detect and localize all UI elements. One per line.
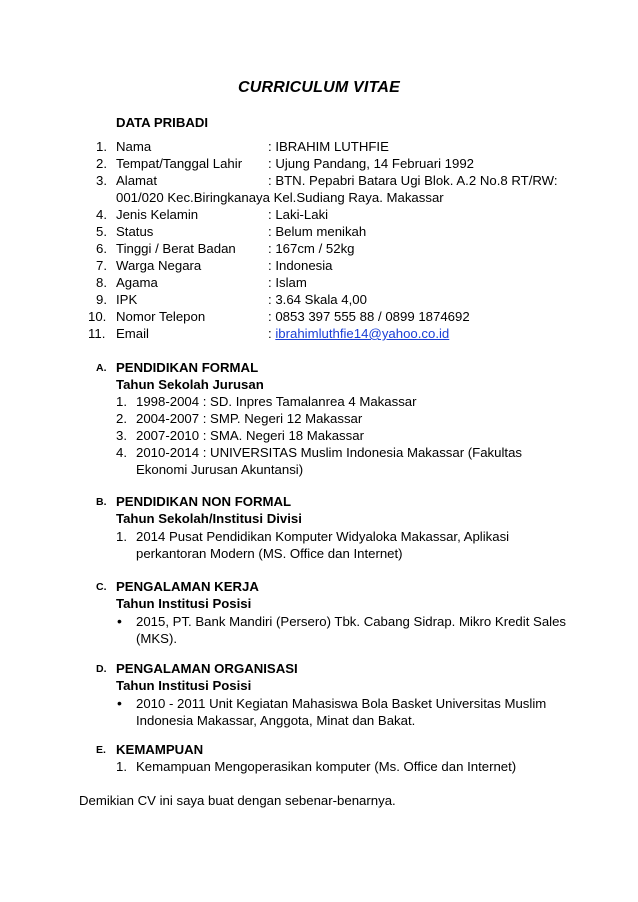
list-item: 2007-2010 : SMA. Negeri 18 Makassar — [136, 428, 364, 443]
field-value-gender: : Laki-Laki — [268, 207, 329, 222]
item-number: 9. — [96, 292, 107, 307]
field-label-address: Alamat — [116, 173, 158, 188]
field-label-status: Status — [116, 224, 154, 239]
field-label-religion: Agama — [116, 275, 158, 290]
section-heading: KEMAMPUAN — [116, 742, 204, 757]
field-value-phone: : 0853 397 555 88 / 0899 1874692 — [268, 309, 470, 324]
item-number: 8. — [96, 275, 107, 290]
list-item-cont: Ekonomi Jurusan Akuntansi) — [136, 462, 304, 477]
field-label-citizenship: Warga Negara — [116, 258, 202, 273]
list-item: 2010-2014 : UNIVERSITAS Muslim Indonesia Makassar (Fakultas — [136, 445, 523, 460]
section-letter: D. — [96, 663, 107, 675]
item-number: 3. — [96, 173, 107, 188]
section-heading: PENDIDIKAN FORMAL — [116, 360, 259, 375]
section-letter: E. — [96, 744, 106, 756]
document-title: CURRICULUM VITAE — [237, 79, 400, 96]
item-number: 4. — [116, 445, 127, 460]
item-number: 2. — [96, 156, 107, 171]
bullet-icon: • — [117, 613, 122, 629]
item-number: 11. — [88, 326, 106, 341]
section-heading: PENGALAMAN KERJA — [116, 579, 259, 594]
field-value-email — [268, 325, 449, 342]
item-number: 2. — [116, 411, 127, 426]
field-label-height-weight: Tinggi / Berat Badan — [116, 241, 236, 256]
list-item: Kemampuan Mengoperasikan komputer (Ms. Office dan Internet) — [136, 759, 517, 774]
item-number: 3. — [116, 428, 127, 443]
list-item-cont: Indonesia Makassar, Anggota, Minat dan Bakat. — [136, 713, 416, 728]
field-value-status: : Belum menikah — [268, 224, 367, 239]
field-value-address-cont: 001/020 Kec.Biringkanaya Kel.Sudiang Raya. Makassar — [116, 190, 444, 205]
bullet-icon: • — [117, 695, 122, 711]
item-number: 7. — [96, 258, 107, 273]
field-value-religion: : Islam — [268, 275, 307, 290]
email-link[interactable]: ibrahimluthfie14@yahoo.co.id — [275, 326, 450, 341]
item-number: 10. — [88, 309, 107, 324]
section-heading: PENDIDIKAN NON FORMAL — [116, 494, 292, 509]
list-item-cont: (MKS). — [136, 631, 178, 646]
item-number: 5. — [96, 224, 107, 239]
field-label-gpa: IPK — [116, 292, 138, 307]
item-number: 1. — [96, 139, 107, 154]
item-number: 1. — [116, 529, 127, 544]
closing-statement: Demikian CV ini saya buat dengan sebenar-benarnya. — [79, 793, 396, 808]
section-subheading: Tahun Institusi Posisi — [116, 678, 252, 693]
section-subheading: Tahun Sekolah/Institusi Divisi — [116, 511, 302, 526]
email-prefix: : — [268, 326, 276, 341]
list-item: 2015, PT. Bank Mandiri (Persero) Tbk. Cabang Sidrap. Mikro Kredit Sales — [136, 614, 567, 629]
field-label-name: Nama — [116, 139, 152, 154]
field-label-phone: Nomor Telepon — [116, 309, 206, 324]
item-number: 6. — [96, 241, 107, 256]
field-value-address: : BTN. Pepabri Batara Ugi Blok. A.2 No.8 RT/RW: — [268, 173, 558, 188]
item-number: 4. — [96, 207, 107, 222]
list-item: 2010 - 2011 Unit Kegiatan Mahasiswa Bola Basket Universitas Muslim — [136, 696, 547, 711]
personal-data-heading: DATA PRIBADI — [116, 115, 209, 130]
field-value-birth: : Ujung Pandang, 14 Februari 1992 — [268, 156, 475, 171]
field-value-citizenship: : Indonesia — [268, 258, 333, 273]
list-item: 1998-2004 : SD. Inpres Tamalanrea 4 Makassar — [136, 394, 417, 409]
list-item-cont: perkantoran Modern (MS. Office dan Internet) — [136, 546, 403, 561]
section-letter: A. — [96, 362, 107, 374]
field-label-birth: Tempat/Tanggal Lahir — [116, 156, 243, 171]
section-subheading: Tahun Institusi Posisi — [116, 596, 252, 611]
list-item: 2014 Pusat Pendidikan Komputer Widyaloka Makassar, Aplikasi — [136, 529, 510, 544]
item-number: 1. — [116, 394, 127, 409]
field-label-gender: Jenis Kelamin — [116, 207, 199, 222]
section-subheading: Tahun Sekolah Jurusan — [116, 377, 264, 392]
item-number: 1. — [116, 759, 127, 774]
field-value-name: : IBRAHIM LUTHFIE — [268, 139, 389, 154]
field-label-email: Email — [116, 326, 149, 341]
section-heading: PENGALAMAN ORGANISASI — [116, 661, 298, 676]
field-value-gpa: : 3.64 Skala 4,00 — [268, 292, 367, 307]
section-letter: B. — [96, 496, 107, 508]
section-letter: C. — [96, 581, 107, 593]
field-value-height-weight: : 167cm / 52kg — [268, 241, 355, 256]
list-item: 2004-2007 : SMP. Negeri 12 Makassar — [136, 411, 363, 426]
